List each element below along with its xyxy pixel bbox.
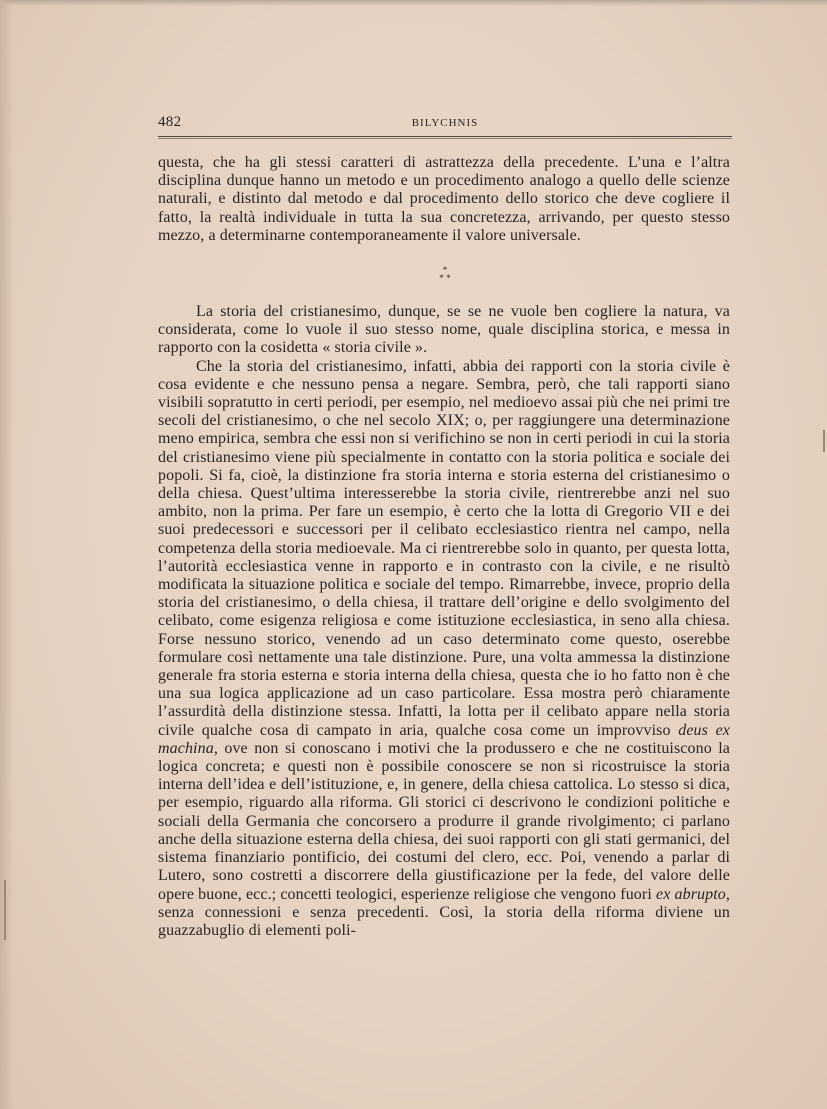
asterism-divider [430, 266, 460, 282]
header-rule [158, 136, 732, 137]
asterism-bottom: * * [439, 273, 451, 283]
paragraph-text: , senza connessioni e senza precedenti. Così, la storia della riforma diviene un guazzabuglio di elementi poli- [158, 885, 731, 939]
margin-mark [4, 880, 6, 940]
header-rule-secondary [158, 138, 732, 139]
page-top-edge [0, 0, 827, 6]
journal-title: BILYCHNIS [411, 117, 479, 129]
italic-phrase: ex abrupto [656, 885, 726, 903]
margin-mark [823, 430, 825, 452]
running-head [158, 114, 732, 136]
asterism-top: * [442, 265, 448, 275]
page-left-edge [0, 0, 14, 1109]
italic-phrase: deus ex machina [158, 721, 730, 757]
paragraph: La storia del cristianesimo, dunque, se se ne vuole ben cogliere la natura, va considerata, come lo vuole il suo stesso nome, quale disciplina storica, e messa in rapporto con la cosidetta « storia civile ». [158, 303, 730, 357]
page-number: 482 [158, 114, 182, 130]
paragraph-text: Che la storia del cristianesimo, infatti, abbia dei rapporti con la storia civile è cosa evidente e che nessuno pensa a negare. Sembra, però, che tali rapporti siano visibili sopratutto in certi periodi, per esempio, nel medioevo assai più che nei primi tre secoli del cristianesimo, o che nel secolo XIX; o, per raggiungere una determinazione meno empirica, sembra che essi non si verifichino se non in certi periodi in cui la storia del cristianesimo viene più specialmente in contatto con la storia politica e sociale dei popoli. Si fa, cioè, la distinzione fra storia interna e storia esterna del cristianesimo o della chiesa. Quest’ultima interesserebbe la storia civile, rientrerebbe anzi nel suo ambito, non la prima. Per fare un esempio, è certo che la lotta di Gregorio VII e dei suoi predecessori e successori per il celibato ecclesiastico rientra nel campo, nella competenza della storia medioevale. Ma ci rientrerebbe solo in quanto, per questa lotta, l’autorità ecclesiastica venne in rapporto e in contrasto con la civile, e ne risultò modificata la situazione politica e sociale del tempo. Rimarrebbe, invece, proprio della storia del cristianesimo, o della chiesa, il trattare dell’origine e dello svolgimento del celibato, come esigenza religiosa e come istituzione ecclesiastica, in seno alla chiesa. Forse nessuno storico, venendo ad un caso determinato come questo, oserebbe formulare così nettamente una tale distinzione. Pure, una volta ammessa la distinzione generale fra storia esterna e storia interna della chiesa, questa che io ho fatto non è che una sua logica applicazione ad un caso particolare. Essa mostra però chiaramente l’assurdità della distinzione stessa. Infatti, la lotta per il celibato appare nella storia civile qualche cosa di campato in aria, qualche cosa come un improvviso [158, 357, 730, 739]
paragraph-text: , ove non si conoscano i motivi che la produssero e che ne costituiscono la logica concreta; e questi non è possibile conoscere se non si ricostruisce la storia interna dell’idea e dell’istituzione, e, in genere, della chiesa cattolica. Lo stesso si dica, per esempio, riguardo alla riforma. Gli storici ci descrivono le condizioni politiche e sociali della Germania che concorsero a produrre il grande rivolgimento; ci parlano anche della situazione esterna della chiesa, dei suoi rapporti con gli stati germanici, del sistema finanziario pontificio, dei costumi del clero, ecc. Poi, venendo a parlar di Lutero, sono costretti a discorrere della giustificazione per la fede, del valore delle opere buone, ecc.; concetti teologici, esperienze religiose che vengono fuori [158, 739, 730, 903]
section-one [158, 154, 730, 245]
section-two [158, 303, 730, 940]
paragraph [158, 358, 730, 941]
paragraph: questa, che ha gli stessi caratteri di astrattezza della precedente. L’una e l’altra disciplina dunque hanno un metodo e un procedimento analogo a quello delle scienze naturali, e distinto dal metodo e dal procedimento dello storico che deve cogliere il fatto, la realtà individuale in tutta la sua concretezza, arrivando, per questo stesso mezzo, a determinarne contemporaneamente il valore universale. [158, 154, 730, 244]
